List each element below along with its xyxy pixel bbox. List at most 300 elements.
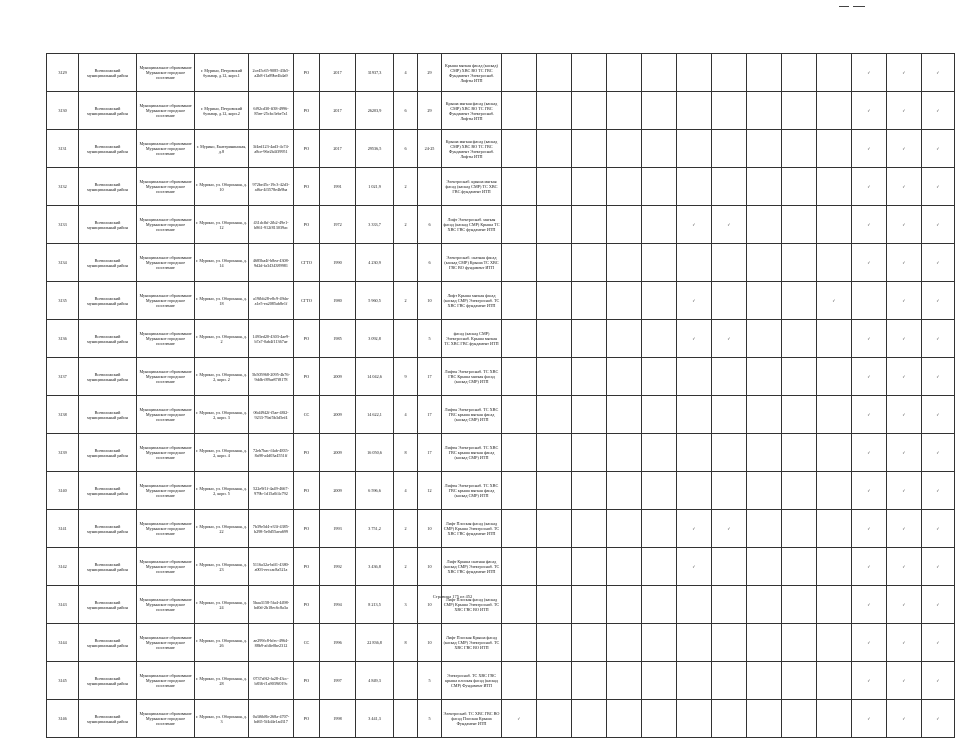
empty-cell bbox=[502, 586, 537, 624]
entrances-cell: 10 bbox=[418, 624, 442, 662]
empty-cell bbox=[782, 624, 817, 662]
empty-cell bbox=[607, 92, 642, 130]
check-mark-cell: ✓ bbox=[887, 624, 922, 662]
year-cell: 1997 bbox=[320, 662, 356, 700]
area-cell: 1 021,9 bbox=[356, 168, 394, 206]
row-number: 3134 bbox=[47, 244, 79, 282]
empty-cell bbox=[677, 92, 712, 130]
empty-cell bbox=[712, 434, 747, 472]
works-cell: Электроснаб. ТС ХВС ГВС крыша плоская фасад (каскад СМР) Фундамент ИТП bbox=[442, 662, 502, 700]
empty-cell bbox=[607, 206, 642, 244]
empty-cell bbox=[747, 168, 782, 206]
works-cell: Крыша мягкая фасад (каскад СМР) ХВС ВО ТС ГВС Фундамент Электроснаб. Лифты ИТП bbox=[442, 130, 502, 168]
empty-cell bbox=[502, 358, 537, 396]
empty-cell bbox=[572, 206, 607, 244]
area-cell: 3 436,8 bbox=[356, 548, 394, 586]
empty-cell bbox=[712, 168, 747, 206]
address-cell: г. Мурино, ул. Оборонная, д. 24 bbox=[195, 586, 249, 624]
check-mark-cell: ✓ bbox=[922, 624, 955, 662]
empty-cell bbox=[607, 662, 642, 700]
empty-cell bbox=[677, 358, 712, 396]
works-cell: Лифты Электроснаб. ТС ХВС ГВС крыша мягкая фасад (каскад СМР) ИТП bbox=[442, 472, 502, 510]
district-cell: Всеволожский муниципальный район bbox=[79, 358, 137, 396]
empty-cell bbox=[747, 510, 782, 548]
empty-cell bbox=[677, 54, 712, 92]
settlement-cell: Муниципальное образование Мурынское городское поселение bbox=[137, 282, 195, 320]
year-cell: 1990 bbox=[320, 244, 356, 282]
row-number: 3144 bbox=[47, 624, 79, 662]
empty-cell bbox=[712, 130, 747, 168]
empty-cell bbox=[537, 244, 572, 282]
empty-cell bbox=[607, 396, 642, 434]
row-number: 3130 bbox=[47, 92, 79, 130]
empty-cell bbox=[502, 472, 537, 510]
works-cell: Лифт Плоская Крыша фасад (каскад СМР) Электроснаб. ТС ХВС ГВС ВО ИТП bbox=[442, 624, 502, 662]
empty-cell bbox=[782, 244, 817, 282]
empty-cell bbox=[537, 586, 572, 624]
type-cell: РО bbox=[294, 168, 320, 206]
works-cell: Электроснаб. ТС ХВС ГВС ВО фасад Плоская Крыша Фундамент ИТП bbox=[442, 700, 502, 738]
empty-cell bbox=[677, 624, 712, 662]
settlement-cell: Муниципальное образование Мурынское городское поселение bbox=[137, 434, 195, 472]
empty-cell bbox=[782, 358, 817, 396]
empty-cell bbox=[572, 700, 607, 738]
empty-cell bbox=[782, 510, 817, 548]
empty-cell bbox=[607, 168, 642, 206]
check-mark-cell: ✓ bbox=[852, 510, 887, 548]
type-cell: РО bbox=[294, 700, 320, 738]
table-row bbox=[47, 396, 955, 434]
empty-cell bbox=[782, 130, 817, 168]
empty-cell bbox=[642, 358, 677, 396]
settlement-cell: Муниципальное образование Мурынское городское поселение bbox=[137, 54, 195, 92]
year-cell: 2017 bbox=[320, 92, 356, 130]
empty-cell bbox=[572, 586, 607, 624]
entrances-cell: 17 bbox=[418, 358, 442, 396]
empty-cell bbox=[607, 244, 642, 282]
address-cell: г. Мурино, ул. Оборонная, д. 2, корп. 2 bbox=[195, 358, 249, 396]
empty-cell bbox=[712, 92, 747, 130]
check-mark-cell: ✓ bbox=[677, 548, 712, 586]
check-mark-cell: ✓ bbox=[922, 320, 955, 358]
empty-cell bbox=[747, 54, 782, 92]
check-mark-cell: ✓ bbox=[887, 700, 922, 738]
entrances-cell: 29 bbox=[418, 54, 442, 92]
district-cell: Всеволожский муниципальный район bbox=[79, 396, 137, 434]
empty-cell bbox=[817, 54, 852, 92]
district-cell: Всеволожский муниципальный район bbox=[79, 282, 137, 320]
empty-cell bbox=[572, 548, 607, 586]
address-cell: г. Мурино, ул. Оборонная, д. 2 bbox=[195, 320, 249, 358]
year-cell: 1972 bbox=[320, 206, 356, 244]
empty-cell bbox=[502, 282, 537, 320]
empty-cell bbox=[782, 206, 817, 244]
empty-cell bbox=[677, 168, 712, 206]
address-cell: г. Мурино, ул. Оборонная, д. 2, корп. 4 bbox=[195, 434, 249, 472]
area-cell: 3 333,7 bbox=[356, 206, 394, 244]
settlement-cell: Муниципальное образование Мурынское городское поселение bbox=[137, 700, 195, 738]
empty-cell bbox=[817, 130, 852, 168]
row-number: 3133 bbox=[47, 206, 79, 244]
empty-cell bbox=[502, 168, 537, 206]
settlement-cell: Муниципальное образование Мурынское городское поселение bbox=[137, 586, 195, 624]
works-cell: Электроснаб. крыша мягкая фасад (каскад СМР) ТС ХВС ГВС фундамент ИТП bbox=[442, 168, 502, 206]
row-number: 3132 bbox=[47, 168, 79, 206]
works-cell: Лифт Плоская фасад (каскад СМР) Крыша Электроснаб. ТС ХВС ГВС ВО ИТП bbox=[442, 586, 502, 624]
works-cell: Крыша мягкая фасад (каскад) СМР) ХВС ВО ТС ГВС Фундамент Электроснаб. Лифты ИТП bbox=[442, 54, 502, 92]
empty-cell bbox=[502, 130, 537, 168]
empty-cell bbox=[817, 92, 852, 130]
floors-cell bbox=[394, 700, 418, 738]
year-cell: 1998 bbox=[320, 700, 356, 738]
district-cell: Всеволожский муниципальный район bbox=[79, 624, 137, 662]
empty-cell bbox=[502, 510, 537, 548]
check-mark-cell: ✓ bbox=[887, 320, 922, 358]
year-cell: 2009 bbox=[320, 472, 356, 510]
empty-cell bbox=[677, 472, 712, 510]
empty-cell bbox=[712, 358, 747, 396]
floors-cell: 4 bbox=[394, 54, 418, 92]
type-cell: РО bbox=[294, 472, 320, 510]
empty-cell bbox=[712, 244, 747, 282]
empty-cell bbox=[502, 396, 537, 434]
check-mark-cell: ✓ bbox=[677, 510, 712, 548]
table-row bbox=[47, 320, 955, 358]
district-cell: Всеволожский муниципальный район bbox=[79, 472, 137, 510]
area-cell: 26203,9 bbox=[356, 92, 394, 130]
empty-cell bbox=[712, 54, 747, 92]
district-cell: Всеволожский муниципальный район bbox=[79, 586, 137, 624]
table-row bbox=[47, 54, 955, 92]
entrances-cell: 10 bbox=[418, 586, 442, 624]
empty-cell bbox=[642, 54, 677, 92]
type-cell: СС bbox=[294, 396, 320, 434]
address-cell: г. Мурино, Петровский бульвар, д.12, корп.2 bbox=[195, 92, 249, 130]
empty-cell bbox=[642, 548, 677, 586]
floors-cell: 2 bbox=[394, 206, 418, 244]
empty-cell bbox=[782, 320, 817, 358]
empty-cell bbox=[642, 510, 677, 548]
year-cell: 1991 bbox=[320, 168, 356, 206]
check-mark-cell: ✓ bbox=[887, 282, 922, 320]
empty-cell bbox=[817, 586, 852, 624]
area-cell: 6 596,6 bbox=[356, 472, 394, 510]
empty-cell bbox=[502, 92, 537, 130]
empty-cell bbox=[782, 92, 817, 130]
check-mark-cell: ✓ bbox=[922, 168, 955, 206]
district-cell: Всеволожский муниципальный район bbox=[79, 244, 137, 282]
works-cell: Лифты Электроснаб. ТС ХВС ГВС Крыша мягкая фасад (каскад СМР) ИТП bbox=[442, 358, 502, 396]
empty-cell bbox=[817, 472, 852, 510]
row-number: 3142 bbox=[47, 548, 79, 586]
empty-cell bbox=[747, 130, 782, 168]
empty-cell bbox=[572, 54, 607, 92]
empty-cell bbox=[747, 244, 782, 282]
row-number: 3135 bbox=[47, 282, 79, 320]
empty-cell bbox=[537, 624, 572, 662]
check-mark-cell: ✓ bbox=[852, 586, 887, 624]
check-mark-cell: ✓ bbox=[887, 92, 922, 130]
empty-cell bbox=[502, 206, 537, 244]
entrances-cell: 29 bbox=[418, 92, 442, 130]
settlement-cell: Муниципальное образование Мурынское городское поселение bbox=[137, 206, 195, 244]
guid-cell: 522e9f1f-4a49-4667-979b-1d15a0f4c792 bbox=[249, 472, 294, 510]
check-mark-cell: ✓ bbox=[887, 244, 922, 282]
table-row bbox=[47, 130, 955, 168]
table-row bbox=[47, 282, 955, 320]
guid-cell: 06d4942f-f5ae-48f2-9233-79af5b3d5ef4 bbox=[249, 396, 294, 434]
empty-cell bbox=[642, 396, 677, 434]
check-mark-cell: ✓ bbox=[852, 624, 887, 662]
year-cell: 2009 bbox=[320, 396, 356, 434]
empty-cell bbox=[747, 358, 782, 396]
check-mark-cell: ✓ bbox=[817, 282, 852, 320]
settlement-cell: Муниципальное образование Мурынское городское поселение bbox=[137, 130, 195, 168]
check-mark-cell: ✓ bbox=[887, 586, 922, 624]
check-mark-cell: ✓ bbox=[887, 434, 922, 472]
empty-cell bbox=[572, 320, 607, 358]
address-cell: г. Мурино, ул. Оборонная, д. 10 bbox=[195, 168, 249, 206]
empty-cell bbox=[502, 320, 537, 358]
row-number: 3140 bbox=[47, 472, 79, 510]
settlement-cell: Муниципальное образование Мурынское городское поселение bbox=[137, 320, 195, 358]
housing-register-table bbox=[46, 53, 955, 738]
top-rule-right bbox=[853, 6, 865, 7]
empty-cell bbox=[607, 130, 642, 168]
table-row bbox=[47, 434, 955, 472]
empty-cell bbox=[502, 434, 537, 472]
empty-cell bbox=[502, 662, 537, 700]
year-cell: 2009 bbox=[320, 434, 356, 472]
floors-cell bbox=[394, 244, 418, 282]
empty-cell bbox=[607, 510, 642, 548]
check-mark-cell: ✓ bbox=[502, 700, 537, 738]
floors-cell: 4 bbox=[394, 472, 418, 510]
empty-cell bbox=[642, 434, 677, 472]
year-cell: 2009 bbox=[320, 358, 356, 396]
area-cell: 16 050,6 bbox=[356, 434, 394, 472]
guid-cell: 3f4ed123-4ad3-4c74-a8ce-96e2b4f39951 bbox=[249, 130, 294, 168]
guid-cell: 0737a9f2-fa28-43cc-b836-f1a9039f019c bbox=[249, 662, 294, 700]
empty-cell bbox=[607, 434, 642, 472]
type-cell: СГТО bbox=[294, 244, 320, 282]
check-mark-cell: ✓ bbox=[887, 396, 922, 434]
empty-cell bbox=[817, 700, 852, 738]
check-mark-cell: ✓ bbox=[677, 282, 712, 320]
year-cell: 1980 bbox=[320, 282, 356, 320]
empty-cell bbox=[817, 244, 852, 282]
area-cell: 14 622,1 bbox=[356, 396, 394, 434]
empty-cell bbox=[712, 586, 747, 624]
entrances-cell: 5 bbox=[418, 320, 442, 358]
empty-cell bbox=[712, 624, 747, 662]
empty-cell bbox=[607, 54, 642, 92]
works-cell: Электроснаб. скатная фасад (каскад СМР) Крыша ТС ХВС ГВС ВО фундамент ИТП bbox=[442, 244, 502, 282]
empty-cell bbox=[537, 510, 572, 548]
empty-cell bbox=[782, 700, 817, 738]
empty-cell bbox=[817, 510, 852, 548]
check-mark-cell: ✓ bbox=[852, 92, 887, 130]
empty-cell bbox=[747, 662, 782, 700]
table-row bbox=[47, 586, 955, 624]
check-mark-cell: ✓ bbox=[922, 206, 955, 244]
check-mark-cell: ✓ bbox=[712, 320, 747, 358]
type-cell: РО bbox=[294, 510, 320, 548]
empty-cell bbox=[642, 92, 677, 130]
table-row bbox=[47, 206, 955, 244]
table-row bbox=[47, 700, 955, 738]
table-row bbox=[47, 472, 955, 510]
empty-cell bbox=[537, 358, 572, 396]
empty-cell bbox=[537, 206, 572, 244]
entrances-cell: 24-25 bbox=[418, 130, 442, 168]
address-cell: г. Мурино, ул. Оборонная, д. 26 bbox=[195, 624, 249, 662]
empty-cell bbox=[677, 244, 712, 282]
entrances-cell: 17 bbox=[418, 396, 442, 434]
empty-cell bbox=[607, 624, 642, 662]
area-cell: 31937,3 bbox=[356, 54, 394, 92]
settlement-cell: Муниципальное образование Мурынское городское поселение bbox=[137, 624, 195, 662]
empty-cell bbox=[572, 662, 607, 700]
entrances-cell: 5 bbox=[418, 700, 442, 738]
entrances-cell: 10 bbox=[418, 548, 442, 586]
empty-cell bbox=[537, 700, 572, 738]
district-cell: Всеволожский муниципальный район bbox=[79, 700, 137, 738]
area-cell: 5 960,5 bbox=[356, 282, 394, 320]
settlement-cell: Муниципальное образование Мурынское городское поселение bbox=[137, 510, 195, 548]
empty-cell bbox=[572, 130, 607, 168]
check-mark-cell: ✓ bbox=[922, 548, 955, 586]
works-cell: Лифт Крыша скатная фасад (каскад СМР) Электроснаб. ТС ХВС ГВС фундамент ИТП bbox=[442, 548, 502, 586]
empty-cell bbox=[537, 662, 572, 700]
address-cell: г. Мурино, ул. Оборонная, д. 28 bbox=[195, 662, 249, 700]
district-cell: Всеволожский муниципальный район bbox=[79, 168, 137, 206]
empty-cell bbox=[642, 130, 677, 168]
empty-cell bbox=[852, 282, 887, 320]
check-mark-cell: ✓ bbox=[887, 662, 922, 700]
address-cell: г. Мурино, ул. Оборонная, д. 22 bbox=[195, 510, 249, 548]
floors-cell: 2 bbox=[394, 548, 418, 586]
area-cell: 8 213,5 bbox=[356, 586, 394, 624]
empty-cell bbox=[747, 320, 782, 358]
row-number: 3146 bbox=[47, 700, 79, 738]
table-row bbox=[47, 662, 955, 700]
check-mark-cell: ✓ bbox=[852, 396, 887, 434]
area-cell: 4 849,3 bbox=[356, 662, 394, 700]
empty-cell bbox=[747, 92, 782, 130]
empty-cell bbox=[642, 244, 677, 282]
empty-cell bbox=[607, 358, 642, 396]
district-cell: Всеволожский муниципальный район bbox=[79, 92, 137, 130]
settlement-cell: Муниципальное образование Мурынское городское поселение bbox=[137, 358, 195, 396]
guid-cell: 2ce45c65-9085-43b5-a2b8-f1a89be4b4a9 bbox=[249, 54, 294, 92]
area-cell: 3 092,8 bbox=[356, 320, 394, 358]
year-cell: 1985 bbox=[320, 320, 356, 358]
empty-cell bbox=[747, 434, 782, 472]
empty-cell bbox=[572, 434, 607, 472]
floors-cell: 2 bbox=[394, 282, 418, 320]
floors-cell: 2 bbox=[394, 168, 418, 206]
settlement-cell: Муниципальное образование Мурынское городское поселение bbox=[137, 396, 195, 434]
address-cell: г. Мурино, Петровский бульвар, д.12, корп.1 bbox=[195, 54, 249, 92]
check-mark-cell: ✓ bbox=[922, 510, 955, 548]
table-row bbox=[47, 510, 955, 548]
floors-cell bbox=[394, 662, 418, 700]
row-number: 3138 bbox=[47, 396, 79, 434]
empty-cell bbox=[782, 282, 817, 320]
floors-cell: 4 bbox=[394, 396, 418, 434]
empty-cell bbox=[677, 700, 712, 738]
guid-cell: 72eb7bac-f4ab-4835-8a98-a4d03a4551ff bbox=[249, 434, 294, 472]
row-number: 3141 bbox=[47, 510, 79, 548]
floors-cell: 8 bbox=[394, 434, 418, 472]
address-cell: г. Мурино, ул. Оборонная, д. 3 bbox=[195, 700, 249, 738]
address-cell: г. Мурино, ул. Оборонная, д. 2, корп. 5 bbox=[195, 472, 249, 510]
works-cell: фасад (каскад СМР) Электроснаб. Крыша мягкая ТС ХВС ГВС фундамент ИТП bbox=[442, 320, 502, 358]
table-row bbox=[47, 244, 955, 282]
row-number: 3129 bbox=[47, 54, 79, 92]
empty-cell bbox=[747, 396, 782, 434]
empty-cell bbox=[607, 320, 642, 358]
check-mark-cell: ✓ bbox=[922, 700, 955, 738]
check-mark-cell: ✓ bbox=[887, 472, 922, 510]
guid-cell: 7b39e5d4-e33f-4385-b298-5e0d55aea699 bbox=[249, 510, 294, 548]
check-mark-cell: ✓ bbox=[887, 130, 922, 168]
empty-cell bbox=[537, 282, 572, 320]
empty-cell bbox=[502, 54, 537, 92]
check-mark-cell: ✓ bbox=[922, 472, 955, 510]
check-mark-cell: ✓ bbox=[677, 206, 712, 244]
year-cell: 2017 bbox=[320, 130, 356, 168]
floors-cell bbox=[394, 320, 418, 358]
address-cell: г. Мурино, Екатерининская, д.8 bbox=[195, 130, 249, 168]
row-number: 3131 bbox=[47, 130, 79, 168]
empty-cell bbox=[677, 586, 712, 624]
district-cell: Всеволожский муниципальный район bbox=[79, 434, 137, 472]
empty-cell bbox=[607, 472, 642, 510]
empty-cell bbox=[537, 168, 572, 206]
area-cell: 3 441,3 bbox=[356, 700, 394, 738]
year-cell: 2017 bbox=[320, 54, 356, 92]
district-cell: Всеволожский муниципальный район bbox=[79, 130, 137, 168]
row-number: 3139 bbox=[47, 434, 79, 472]
row-number: 3143 bbox=[47, 586, 79, 624]
type-cell: РО bbox=[294, 662, 320, 700]
entrances-cell: 12 bbox=[418, 472, 442, 510]
empty-cell bbox=[642, 168, 677, 206]
year-cell: 1993 bbox=[320, 510, 356, 548]
check-mark-cell: ✓ bbox=[922, 662, 955, 700]
empty-cell bbox=[537, 130, 572, 168]
empty-cell bbox=[782, 586, 817, 624]
empty-cell bbox=[712, 548, 747, 586]
check-mark-cell: ✓ bbox=[852, 434, 887, 472]
check-mark-cell: ✓ bbox=[852, 472, 887, 510]
entrances-cell: 10 bbox=[418, 282, 442, 320]
empty-cell bbox=[817, 662, 852, 700]
settlement-cell: Муниципальное образование Мурынское городское поселение bbox=[137, 472, 195, 510]
check-mark-cell: ✓ bbox=[852, 662, 887, 700]
guid-cell: ae299fc8-bfec-4964-88b9-afdfe0be2312 bbox=[249, 624, 294, 662]
settlement-cell: Муниципальное образование Мурынское городское поселение bbox=[137, 244, 195, 282]
type-cell: РО bbox=[294, 434, 320, 472]
empty-cell bbox=[817, 320, 852, 358]
empty-cell bbox=[747, 586, 782, 624]
year-cell: 1996 bbox=[320, 624, 356, 662]
empty-cell bbox=[572, 472, 607, 510]
works-cell: Лифты Электроснаб. ТС ХВС ГВС крыша мягкая фасад (каскад СМР) ИТП bbox=[442, 396, 502, 434]
empty-cell bbox=[537, 396, 572, 434]
